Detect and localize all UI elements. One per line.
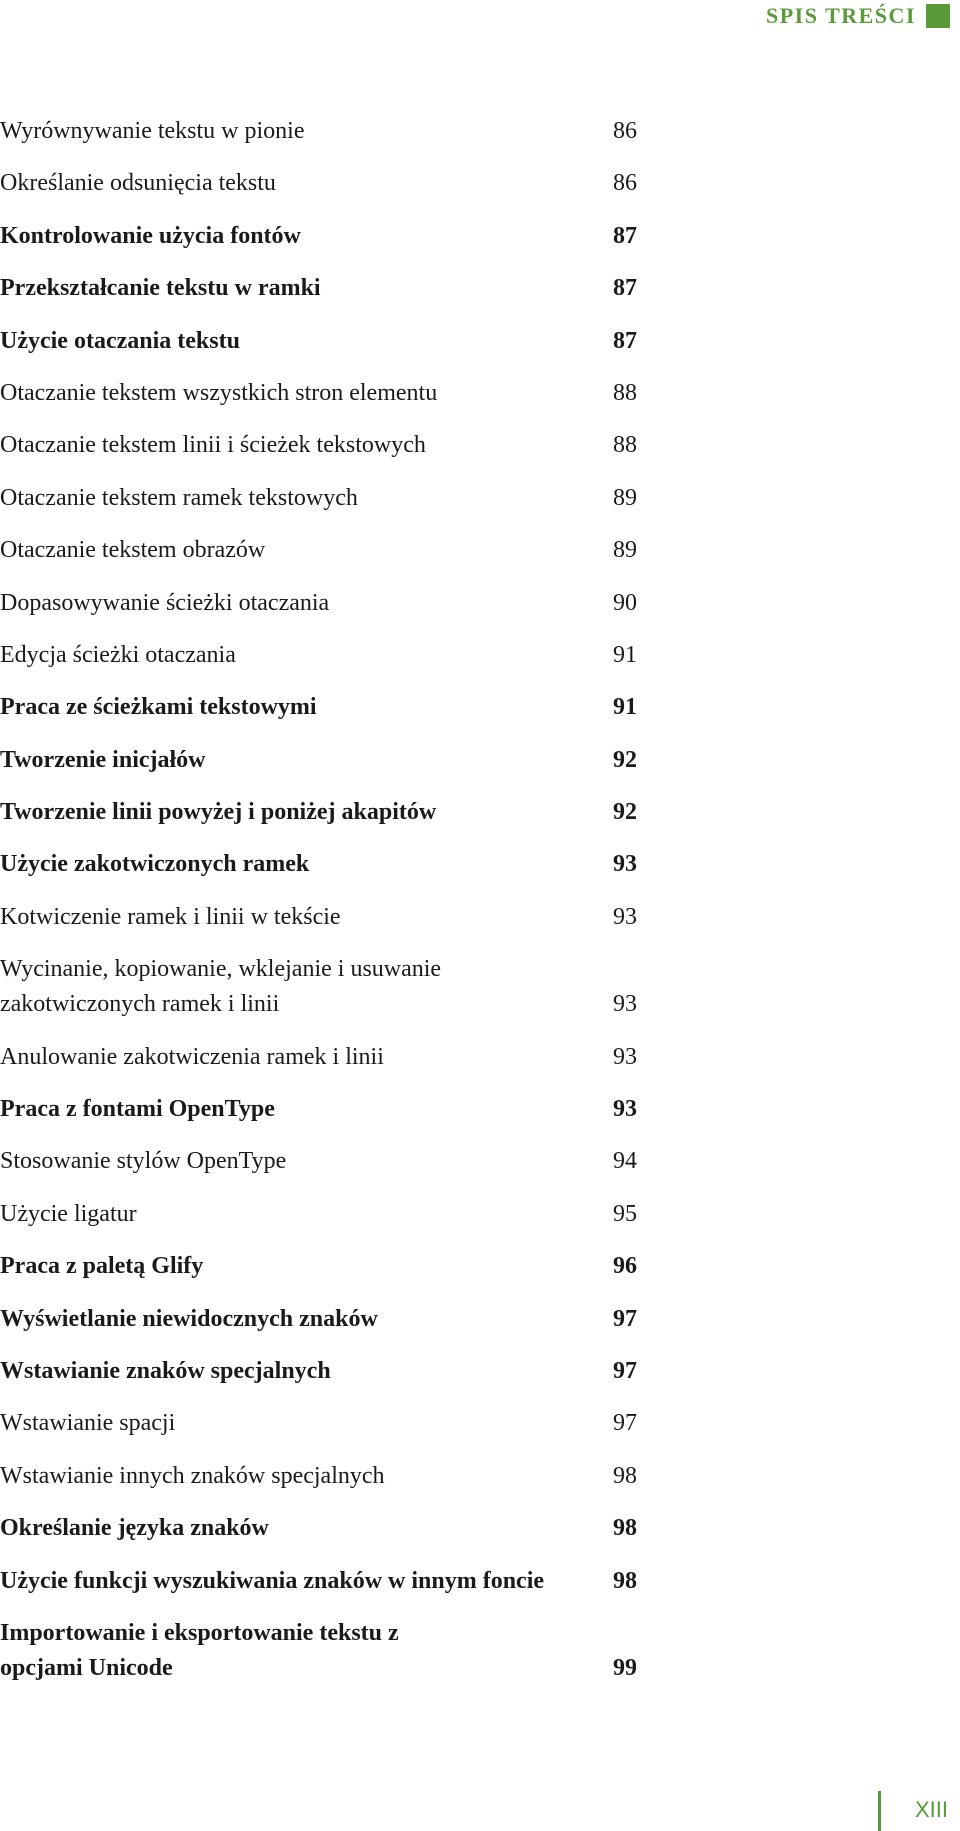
toc-entry[interactable] [0,1092,660,1127]
toc-entry[interactable] [0,1354,660,1389]
toc-entry-page: 91 [613,641,637,668]
toc-entry[interactable] [0,1406,660,1441]
toc-entry-title: Stosowanie stylów OpenType [0,1148,287,1175]
toc-entry-page: 93 [613,851,637,878]
toc-entry[interactable] [0,586,660,621]
toc-entry[interactable] [0,1564,660,1599]
toc-entry[interactable] [0,952,660,1022]
toc-entry-page: 93 [613,991,637,1018]
toc-entry-title: Użycie funkcji wyszukiwania znaków w innym foncie [0,1567,545,1594]
toc-entry[interactable] [0,1197,660,1232]
toc-entry-title: Użycie otaczania tekstu [0,327,240,354]
toc-entry-title: Tworzenie linii powyżej i poniżej akapitów [0,799,437,826]
toc-entry-title: Wstawianie znaków specjalnych [0,1357,331,1384]
toc-entry-title: Wstawianie spacji [0,1410,176,1437]
toc-entry-page: 93 [613,903,637,930]
toc-entry-page: 96 [613,1253,637,1280]
table-of-contents [0,114,660,1703]
toc-entry-title: Otaczanie tekstem wszystkich stron elementu [0,379,438,406]
toc-entry-page: 97 [613,1305,637,1332]
toc-entry-page: 97 [613,1357,637,1384]
toc-entry-page: 86 [613,170,637,197]
toc-entry-page: 93 [613,1043,637,1070]
toc-entry-page: 98 [613,1515,637,1542]
toc-entry-title: Wstawianie innych znaków specjalnych [0,1462,385,1489]
toc-entry-page: 98 [613,1567,637,1594]
toc-entry[interactable] [0,1511,660,1546]
toc-entry-title: Tworzenie inicjałów [0,746,206,773]
toc-entry-page: 93 [613,1096,637,1123]
page-number: XIII [914,1797,948,1822]
toc-entry-title: Przekształcanie tekstu w ramki [0,275,321,302]
toc-entry[interactable] [0,219,660,254]
footer-divider [878,1791,881,1831]
toc-entry-page: 91 [613,694,637,721]
toc-entry-page: 99 [613,1654,637,1681]
toc-entry-page: 95 [613,1200,637,1227]
toc-entry[interactable] [0,533,660,568]
toc-entry[interactable] [0,638,660,673]
toc-entry[interactable] [0,271,660,306]
toc-entry-page: 87 [613,222,637,249]
toc-entry[interactable] [0,324,660,359]
toc-entry[interactable] [0,1459,660,1494]
toc-entry[interactable] [0,1144,660,1179]
toc-entry-page: 89 [613,537,637,564]
toc-entry-title: Użycie ligatur [0,1200,137,1227]
toc-entry-page: 89 [613,484,637,511]
toc-entry[interactable] [0,376,660,411]
toc-entry-title: Otaczanie tekstem obrazów [0,537,266,564]
toc-entry-page: 90 [613,589,637,616]
toc-entry[interactable] [0,1302,660,1337]
toc-entry-title: Otaczanie tekstem ramek tekstowych [0,484,358,511]
toc-entry-title: Określanie odsunięcia tekstu [0,170,276,197]
toc-entry-title: Kontrolowanie użycia fontów [0,222,301,249]
page-header [766,2,950,30]
toc-entry-page: 87 [613,275,637,302]
toc-entry[interactable] [0,1616,660,1686]
toc-entry-page: 92 [613,799,637,826]
toc-entry-title: Otaczanie tekstem linii i ścieżek tekstowych [0,432,426,459]
toc-entry-title: Wyrównywanie tekstu w pionie [0,118,305,144]
toc-entry-title: Anulowanie zakotwiczenia ramek i linii [0,1043,384,1070]
toc-entry-page: 86 [613,118,637,144]
toc-entry-page: 87 [613,327,637,354]
toc-entry[interactable] [0,114,660,149]
toc-entry-page: 88 [613,379,637,406]
toc-entry[interactable] [0,428,660,463]
toc-entry[interactable] [0,166,660,201]
toc-entry-title: Określanie języka znaków [0,1515,269,1542]
toc-entry-page: 94 [613,1148,637,1175]
toc-entry[interactable] [0,481,660,516]
page-footer [850,1791,960,1831]
toc-entry-page: 88 [613,432,637,459]
toc-entry[interactable] [0,795,660,830]
toc-entry-page: 92 [613,746,637,773]
toc-entry[interactable] [0,1040,660,1075]
toc-entry-title: Wycinanie, kopiowanie, wklejanie i usuwanie zakotwiczonych ramek i linii [0,956,442,1018]
section-title: SPIS TREŚCI [766,3,916,28]
toc-entry[interactable] [0,900,660,935]
toc-entry[interactable] [0,1249,660,1284]
toc-entry-title: Użycie zakotwiczonych ramek [0,851,310,878]
toc-entry-title: Importowanie i eksportowanie tekstu z opcjami Unicode [0,1619,399,1681]
toc-entry-title: Edycja ścieżki otaczania [0,641,236,668]
toc-entry[interactable] [0,690,660,725]
toc-entry[interactable] [0,743,660,778]
toc-entry-page: 98 [613,1462,637,1489]
toc-entry-title: Kotwiczenie ramek i linii w tekście [0,903,341,930]
section-marker-icon [926,4,950,28]
toc-entry-title: Praca z fontami OpenType [0,1096,275,1123]
toc-entry[interactable] [0,847,660,882]
toc-entry-title: Wyświetlanie niewidocznych znaków [0,1305,378,1332]
toc-entry-title: Praca z paletą Glify [0,1253,204,1280]
toc-entry-title: Dopasowywanie ścieżki otaczania [0,589,330,616]
toc-entry-title: Praca ze ścieżkami tekstowymi [0,694,317,721]
toc-entry-page: 97 [613,1410,637,1437]
